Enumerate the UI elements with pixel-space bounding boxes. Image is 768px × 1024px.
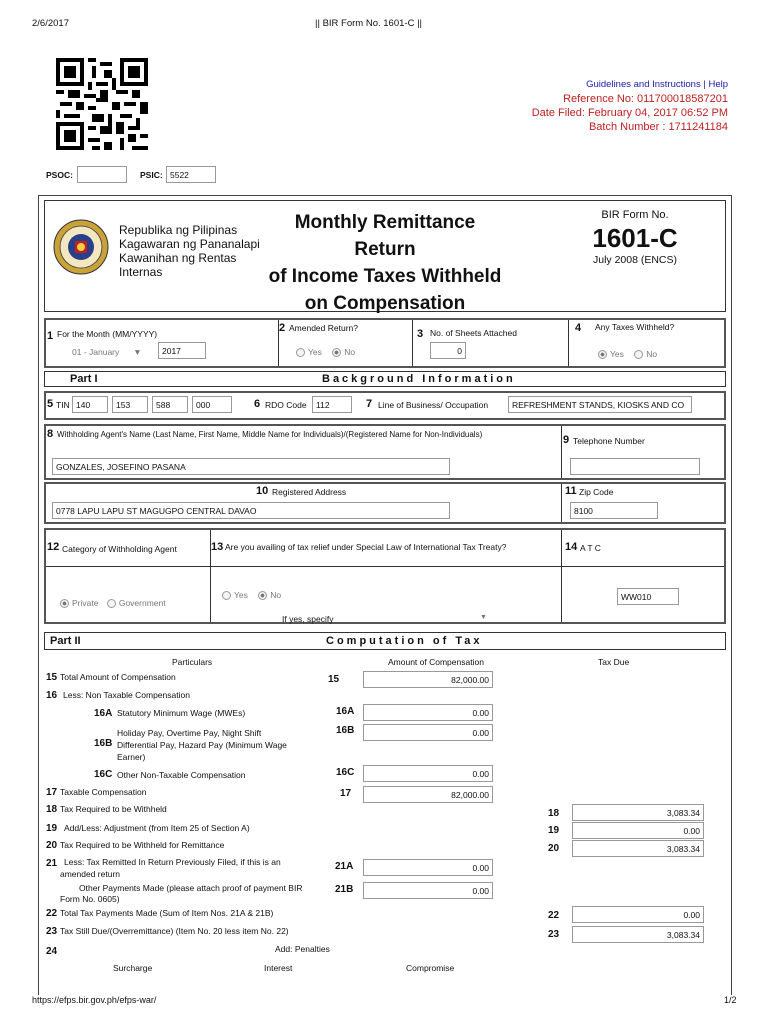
- psic-input[interactable]: 5522: [166, 166, 216, 183]
- tin-part4-input[interactable]: 000: [192, 396, 232, 413]
- relief-label: Are you availing of tax relief under Special Law of International Tax Treaty?: [225, 542, 507, 552]
- item-19-number: 19: [46, 823, 58, 834]
- item-16b-label-2: Differential Pay, Hazard Pay (Minimum Wage: [117, 740, 287, 750]
- item-18-number: 18: [46, 804, 58, 815]
- item-23-label: Tax Still Due/(Overremittance) (Item No. 20 less item No. 22): [60, 926, 289, 936]
- item-20-input[interactable]: 3,083.34: [572, 840, 704, 857]
- item-15-input[interactable]: 82,000.00: [363, 671, 493, 688]
- footer-page: 1/2: [724, 995, 737, 1005]
- item-16-label: Less: Non Taxable Compensation: [63, 690, 190, 700]
- relief-yes-label: Yes: [234, 590, 248, 600]
- category-private-label: Private: [72, 598, 99, 608]
- item-16c-input[interactable]: 0.00: [363, 765, 493, 782]
- link-separator: |: [703, 79, 706, 90]
- tin-part1-input[interactable]: 140: [72, 396, 108, 413]
- psic-label: PSIC:: [140, 170, 163, 180]
- item-18-label: Tax Required to be Withheld: [60, 804, 167, 814]
- agency-line1: Republika ng Pilipinas: [119, 223, 238, 237]
- item-21b-label-2: Form No. 0605): [60, 894, 120, 904]
- agency-line4: Internas: [119, 265, 163, 279]
- compromise-label: Compromise: [406, 963, 455, 973]
- col-amount: Amount of Compensation: [388, 657, 484, 667]
- withheld-yes-label: Yes: [610, 349, 624, 359]
- part1-title: Background Information: [322, 373, 516, 385]
- address-input[interactable]: 0778 LAPU LAPU ST MAGUGPO CENTRAL DAVAO: [52, 502, 450, 519]
- item-16a-number: 16A: [94, 708, 113, 719]
- form-title: [265, 209, 505, 317]
- category-government-radio[interactable]: [107, 599, 116, 608]
- item-10-number: 10: [256, 485, 269, 497]
- item-24-number: 24: [46, 946, 58, 957]
- chevron-down-icon: ▼: [133, 347, 142, 357]
- atc-label: A T C: [580, 543, 601, 553]
- month-select[interactable]: [72, 347, 142, 357]
- psoc-input[interactable]: [77, 166, 127, 183]
- amended-radios: [296, 347, 355, 357]
- item-19-input[interactable]: 0.00: [572, 822, 704, 839]
- month-value: 01 - January: [72, 347, 120, 357]
- category-government-label: Government: [118, 598, 166, 608]
- interest-label: Interest: [264, 963, 293, 973]
- bir-seal-icon: [53, 219, 109, 275]
- item-22-number: 22: [46, 908, 58, 919]
- business-input[interactable]: REFRESHMENT STANDS, KIOSKS AND CO: [508, 396, 692, 413]
- item-16a-input[interactable]: 0.00: [363, 704, 493, 721]
- item-17-number: 17: [46, 787, 58, 798]
- specify-chevron-down-icon[interactable]: ▼: [480, 614, 487, 621]
- item-23-number: 23: [46, 926, 58, 937]
- agency-name: [119, 223, 260, 279]
- item-21b-code: 21B: [335, 884, 354, 895]
- category-label: Category of Withholding Agent: [62, 544, 177, 554]
- title-line2: of Income Taxes Withheld: [268, 266, 502, 287]
- withheld-label: Any Taxes Withheld?: [595, 322, 675, 332]
- guidelines-link[interactable]: Guidelines and Instructions: [586, 79, 701, 90]
- item-15-code: 15: [328, 674, 340, 685]
- year-input[interactable]: 2017: [158, 342, 206, 359]
- item-21-label-1: Less: Tax Remitted In Return Previously Filed, if this is an: [64, 857, 281, 867]
- item-17-input[interactable]: 82,000.00: [363, 786, 493, 803]
- form-label: BIR Form No.: [601, 209, 669, 221]
- print-date: 2/6/2017: [32, 18, 69, 29]
- zip-input[interactable]: 8100: [570, 502, 658, 519]
- withheld-radios: [598, 349, 657, 359]
- col-particulars: Particulars: [172, 657, 213, 667]
- tin-label: TIN: [56, 400, 70, 410]
- withheld-yes-radio[interactable]: [598, 350, 607, 359]
- item-7-number: 7: [366, 398, 373, 410]
- reference-number: Reference No: 011700018587201: [563, 93, 728, 105]
- part2-title: Computation of Tax: [326, 635, 483, 647]
- agency-line2: Kagawaran ng Pananalapi: [119, 237, 260, 251]
- address-label: Registered Address: [272, 487, 347, 497]
- phone-input[interactable]: [570, 458, 700, 475]
- rdo-input[interactable]: 112: [312, 396, 352, 413]
- amended-no-radio[interactable]: [332, 348, 341, 357]
- zip-label: Zip Code: [579, 487, 614, 497]
- item-16b-input[interactable]: 0.00: [363, 724, 493, 741]
- item-14-number: 14: [565, 541, 578, 553]
- col-tax-due: Tax Due: [598, 657, 630, 667]
- item-9-number: 9: [563, 434, 570, 446]
- item-22-input[interactable]: 0.00: [572, 906, 704, 923]
- item-20-label: Tax Required to be Withheld for Remittance: [60, 840, 225, 850]
- item-21-number: 21: [46, 858, 58, 869]
- item-17-label: Taxable Compensation: [60, 787, 147, 797]
- footer-url: https://efps.bir.gov.ph/efps-war/: [32, 995, 157, 1005]
- item-16c-number: 16C: [94, 769, 113, 780]
- relief-radios: [222, 590, 281, 600]
- rdo-label: RDO Code: [265, 400, 307, 410]
- item-21-label-2: amended return: [60, 869, 121, 879]
- agent-label: Withholding Agent's Name (Last Name, First Name, Middle Name for Individuals)/(Registered Name for Non-Individuals): [57, 430, 483, 439]
- item-21b-label-1: Other Payments Made (please attach proof of payment BIR: [79, 883, 303, 893]
- title-line1: Monthly Remittance Return: [294, 212, 476, 260]
- phone-label: Telephone Number: [573, 436, 645, 446]
- item-19-code: 19: [548, 825, 560, 836]
- item-20-number: 20: [46, 840, 58, 851]
- item-21a-code: 21A: [335, 861, 354, 872]
- form-id: [565, 209, 705, 266]
- tin-part2-input[interactable]: 153: [112, 396, 148, 413]
- psoc-label: PSOC:: [46, 170, 73, 180]
- item-23-input[interactable]: 3,083.34: [572, 926, 704, 943]
- agency-line3: Kawanihan ng Rentas: [119, 251, 237, 265]
- item-16b-label-1: Holiday Pay, Overtime Pay, Night Shift: [117, 728, 262, 738]
- item-22-code: 22: [548, 910, 560, 921]
- item-15-label: Total Amount of Compensation: [60, 672, 176, 682]
- item-22-label: Total Tax Payments Made (Sum of Item Nos. 21A & 21B): [60, 908, 274, 918]
- agent-name-input[interactable]: GONZALES, JOSEFINO PASANA: [52, 458, 450, 475]
- item-6-number: 6: [254, 398, 261, 410]
- business-label: Line of Business/ Occupation: [378, 400, 489, 410]
- title-line3: on Compensation: [304, 293, 466, 314]
- item-16c-code: 16C: [336, 767, 355, 778]
- category-radios: [60, 598, 166, 608]
- item-18-input[interactable]: 3,083.34: [572, 804, 704, 821]
- item-12-number: 12: [47, 541, 60, 553]
- batch-number: Batch Number : 1711241184: [588, 121, 728, 133]
- item-16b-number: 16B: [94, 738, 113, 749]
- relief-no-label: No: [270, 590, 282, 600]
- item-16a-code: 16A: [336, 706, 355, 717]
- top-right-info: [532, 78, 728, 134]
- withheld-no-label: No: [646, 349, 658, 359]
- item-16-number: 16: [46, 690, 58, 701]
- relief-yes-radio[interactable]: [222, 591, 231, 600]
- amended-yes-radio[interactable]: [296, 348, 305, 357]
- item-20-code: 20: [548, 843, 560, 854]
- form-number: 1601-C: [592, 223, 678, 253]
- part2-label: Part II: [50, 635, 81, 647]
- atc-input[interactable]: WW010: [617, 588, 679, 605]
- relief-no-radio[interactable]: [258, 591, 267, 600]
- item-18-code: 18: [548, 808, 560, 819]
- item-16c-label: Other Non-Taxable Compensation: [117, 770, 246, 780]
- item-13-number: 13: [211, 541, 224, 553]
- amended-no-label: No: [344, 347, 356, 357]
- item-5-number: 5: [47, 398, 54, 410]
- part1-label: Part I: [70, 373, 98, 385]
- amended-yes-label: Yes: [308, 347, 322, 357]
- amended-label: Amended Return?: [289, 323, 358, 333]
- item-2-number: 2: [279, 322, 286, 334]
- item-4-number: 4: [575, 322, 582, 334]
- item-16a-label: Statutory Minimum Wage (MWEs): [117, 708, 246, 718]
- help-link[interactable]: Help: [708, 79, 728, 90]
- item-23-code: 23: [548, 929, 560, 940]
- item-19-label: Add/Less: Adjustment (from Item 25 of Section A): [64, 823, 250, 833]
- withheld-no-radio[interactable]: [634, 350, 643, 359]
- month-label: For the Month (MM/YYYY): [57, 329, 158, 339]
- form-header: [44, 200, 726, 312]
- date-filed: Date Filed: February 04, 2017 06:52 PM: [531, 107, 728, 119]
- item-15-number: 15: [46, 672, 58, 683]
- item-21a-input[interactable]: 0.00: [363, 859, 493, 876]
- sheets-label: No. of Sheets Attached: [430, 328, 517, 338]
- category-private-radio[interactable]: [60, 599, 69, 608]
- item-17-code: 17: [340, 788, 352, 799]
- item-3-number: 3: [417, 328, 424, 340]
- item-16b-code: 16B: [336, 725, 355, 736]
- item-11-number: 11: [565, 485, 577, 497]
- sheets-input[interactable]: 0: [430, 342, 466, 359]
- tin-part3-input[interactable]: 588: [152, 396, 188, 413]
- item-8-number: 8: [47, 428, 54, 440]
- qr-code-icon: [56, 58, 148, 150]
- surcharge-label: Surcharge: [113, 963, 153, 973]
- form-version: July 2008 (ENCS): [592, 254, 678, 266]
- relief-specify-label: If yes, specify: [282, 614, 334, 624]
- item-1-number: 1: [47, 330, 54, 342]
- item-16b-label-3: Earner): [117, 752, 146, 762]
- penalties-label: Add: Penalties: [275, 944, 330, 954]
- print-title: || BIR Form No. 1601-C ||: [315, 18, 423, 29]
- item-21b-input[interactable]: 0.00: [363, 882, 493, 899]
